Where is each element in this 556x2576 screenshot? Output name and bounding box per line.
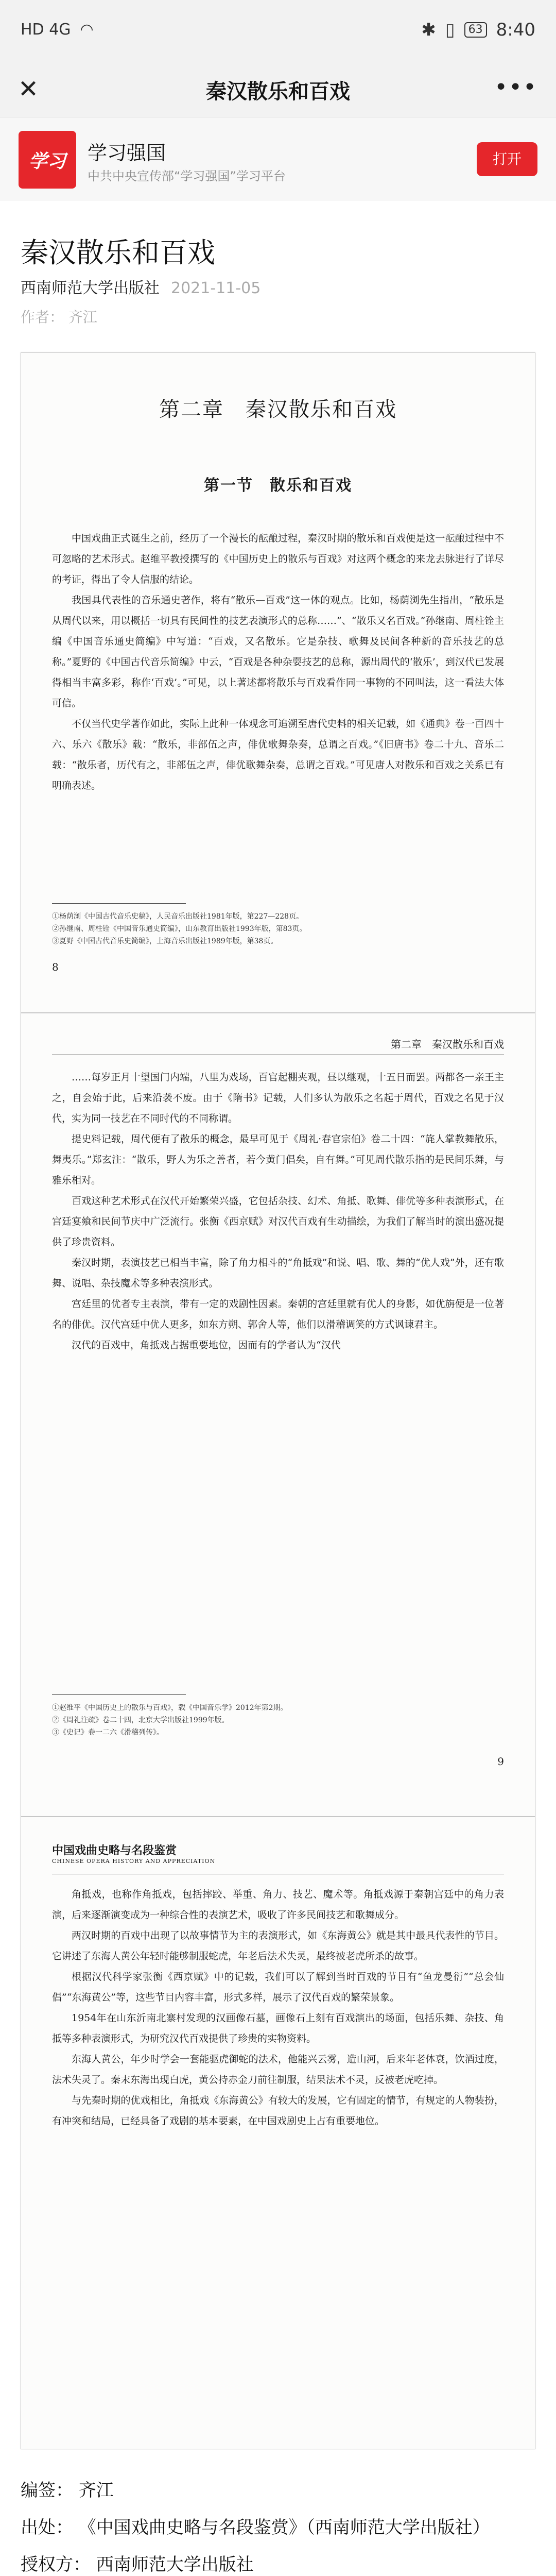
book-page-image-3[interactable] [21, 1817, 535, 2449]
running-head: 第二章 秦汉散乐和百戏 [391, 1038, 504, 1050]
publisher[interactable]: 西南师范大学出版社 [21, 279, 160, 297]
book-running-head [52, 1842, 215, 1865]
footnote-rule [52, 903, 186, 904]
footnote: ②《周礼注疏》卷二十四，北京大学出版社1999年版。 [52, 1716, 229, 1724]
paragraph: 不仅当代史学著作如此，实际上此种一体观念可追溯至唐代史料的相关记载，如《通典》卷一百四十六、乐六《散乐》载：“散乐，非部伍之声，俳优歌舞杂奏，总谓之百戏。”《旧唐书》卷二十九、音乐二载：“散乐者，历代有之，非部伍之声，俳优歌舞杂奏，总谓之百戏。”可见唐人对散乐和百戏之关系已有明确表述。 [52, 718, 504, 791]
vibrate-icon: ▯ [445, 20, 455, 40]
wifi-icon: ◠ [80, 21, 94, 39]
status-right [421, 20, 535, 40]
nav-bar [0, 61, 556, 117]
paragraph: 与先秦时期的优戏相比，角抵戏《东海黄公》有较大的发展，它有固定的情节，有规定的人物装扮，有冲突和结局，已经具备了戏剧的基本要素，在中国戏剧史上占有重要地位。 [52, 2095, 504, 2127]
bluetooth-icon: ✱ [421, 20, 436, 40]
article-meta [21, 275, 260, 298]
paragraph: 根据汉代科学家张衡《西京赋》中的记载，我们可以了解到当时百戏的节目有“鱼龙曼衍”“总会仙倡”“东海黄公”等，这些节目内容丰富，形式多样，展示了汉代百戏的繁荣景象。 [52, 1971, 504, 2003]
paragraph: 秦汉时期，表演技艺已相当丰富，除了角力相斗的“角抵戏”和说、唱、歌、舞的“优人戏”外，还有歌舞、说唱、杂技魔术等多种表演形式。 [52, 1257, 504, 1289]
footnote: ①赵维平《中国历史上的散乐与百戏》，载《中国音乐学》2012年第2期。 [52, 1704, 288, 1712]
paragraph: ……每岁正月十望国门内端，八里为戏场，百官起棚夹观，昼以继观，十五日而罢。两都各一亲王主之，自会始于此，后来沿袭不废。由于《隋书》记载，人们多认为散乐之名起于周代，百戏之名见于汉代，实为同一技艺在不同时代的不同称谓。 [52, 1072, 504, 1124]
footnote: ①杨荫浏《中国古代音乐史稿》，人民音乐出版社1981年版，第227—228页。 [52, 912, 304, 921]
paragraph: 宫廷里的优者专主表演，带有一定的戏剧性因素。秦朝的宫廷里就有优人的身影，如优旃便是一位著名的俳优。汉代宫廷中优人更多，如东方朔、郭舍人等，他们以滑稽调笑的方式讽谏君主。 [52, 1298, 504, 1330]
footnote: ③夏野《中国古代音乐史简编》，上海音乐出版社1989年版，第38页。 [52, 937, 278, 945]
editor-line: 编签： 齐江 [21, 2480, 114, 2501]
footnote-rule [52, 1694, 186, 1695]
paragraph: 我国具代表性的音乐通史著作，将有“散乐—百戏”这一体的观点。比如，杨荫浏先生指出，“散乐是从周代以来，用以概括一切具有民间性的技艺表演形式的总称……”、“散乐又名百戏。”孙继南、周柱铨主编《中国音乐通史简编》中写道：“百戏，又名散乐。它是杂技、歌舞及民间各种新的音乐技艺的总称。”夏野的《中国古代音乐简编》中云，“百戏是各种杂耍技艺的总称，源出周代的‘散乐’，到汉代已发展得相当丰富多彩，称作‘百戏’。”可见，以上著述都将散乐与百戏看作同一事物的不同叫法，这一看法大体可信。 [52, 595, 504, 709]
clock: 8:40 [496, 20, 535, 40]
article-title: 秦汉散乐和百戏 [21, 236, 215, 269]
page1-footnotes [52, 910, 504, 947]
book-page-image-2[interactable] [21, 1013, 535, 1817]
license-line: 授权方： 西南师范大学出版社 [21, 2554, 254, 2575]
open-app-button[interactable]: 打开 [477, 142, 537, 176]
carrier-label: HD 4G [21, 21, 71, 39]
paragraph: 两汉时期的百戏中出现了以故事情节为主的表演形式，如《东海黄公》就是其中最具代表性的节目。它讲述了东海人黄公年轻时能够制服蛇虎，年老后法术失灵，最终被老虎所杀的故事。 [52, 1930, 504, 1962]
paragraph: 角抵戏，也称作角抵戏，包括摔跤、举重、角力、技艺、魔术等。角抵戏源于秦朝宫廷中的角力表演，后来逐渐演变成为一种综合性的表演艺术，吸收了许多民间技艺和歌舞成分。 [52, 1889, 504, 1921]
author: 作者： 齐江 [21, 309, 97, 326]
page2-body [52, 1067, 504, 1355]
paragraph: 1954年在山东沂南北寨村发现的汉画像石墓，画像石上刻有百戏演出的场面，包括乐舞、杂技、角抵等多种表演形式，为研究汉代百戏提供了珍贵的实物资料。 [52, 2012, 504, 2044]
app-subtitle: 中共中央宣传部“学习强国”学习平台 [88, 169, 286, 183]
app-download-banner [0, 117, 556, 201]
status-bar [0, 0, 556, 61]
section-heading [52, 472, 504, 495]
page-number: 8 [52, 961, 59, 973]
nav-title: 秦汉散乐和百戏 [206, 80, 350, 104]
paragraph: 百戏这种艺术形式在汉代开始繁荣兴盛，它包括杂技、幻术、角抵、歌舞、俳优等多种表演形式，在宫廷宴飨和民间节庆中广泛流行。张衡《西京赋》对汉代百戏有生动描绘，为我们了解当时的演出盛况提供了珍贵资料。 [52, 1195, 504, 1248]
page2-footnotes [52, 1702, 504, 1739]
chapter-heading [52, 393, 504, 422]
more-icon[interactable]: ••• [494, 74, 537, 100]
chapter-title: 第二章 秦汉散乐和百戏 [159, 398, 397, 421]
paragraph: 汉代的百戏中，角抵戏占据重要地位，因而有的学者认为“汉代 [72, 1340, 341, 1351]
page1-body [52, 528, 504, 796]
footnote: ②孙继南、周柱铨《中国音乐通史简编》，山东教育出版社1993年版，第83页。 [52, 925, 307, 933]
book-title-en: CHINESE OPERA HISTORY AND APPRECIATION [52, 1858, 216, 1865]
paragraph: 提史料记载，周代便有了散乐的概念，最早可见于《周礼·春官宗伯》卷二十四：“旄人掌教舞散乐，舞夷乐。”郑玄注：“散乐，野人为乐之善者，若今黄门倡矣，自有舞。”可见周代散乐指的是民间乐舞，与雅乐相对。 [52, 1133, 504, 1186]
source-line: 出处： 《中国戏曲史略与名段鉴赏》（西南师范大学出版社） [21, 2517, 490, 2538]
page3-body [52, 1884, 504, 2131]
book-page-image-1[interactable] [21, 352, 535, 1013]
section-title: 第一节 散乐和百戏 [204, 477, 352, 495]
app-name: 学习强国 [88, 142, 166, 164]
footnote: ③《史记》卷一二六《滑稽列传》。 [52, 1728, 164, 1737]
close-icon[interactable]: ✕ [18, 75, 39, 104]
paragraph: 东海人黄公，年少时学会一套能驱虎御蛇的法术，他能兴云雾，造山河，后来年老体衰，饮酒过度，法术失灵了。秦末东海出现白虎，黄公持赤金刀前往制服，结果法术不灵，反被老虎吃掉。 [52, 2054, 504, 2086]
app-logo: 学习 [19, 131, 76, 189]
page-number: 9 [497, 1755, 504, 1768]
status-left [21, 21, 94, 39]
battery-indicator: 63 [464, 22, 487, 38]
publish-date: 2021-11-05 [171, 279, 261, 297]
paragraph: 中国戏曲正式诞生之前，经历了一个漫长的酝酿过程，秦汉时期的散乐和百戏便是这一酝酿过程中不可忽略的艺术形式。赵维平教授撰写的《中国历史上的散乐与百戏》对这两个概念的来龙去脉进行了详尽的考证，得出了令人信服的结论。 [52, 533, 504, 585]
book-title: 中国戏曲史略与名段鉴赏 [52, 1844, 177, 1857]
